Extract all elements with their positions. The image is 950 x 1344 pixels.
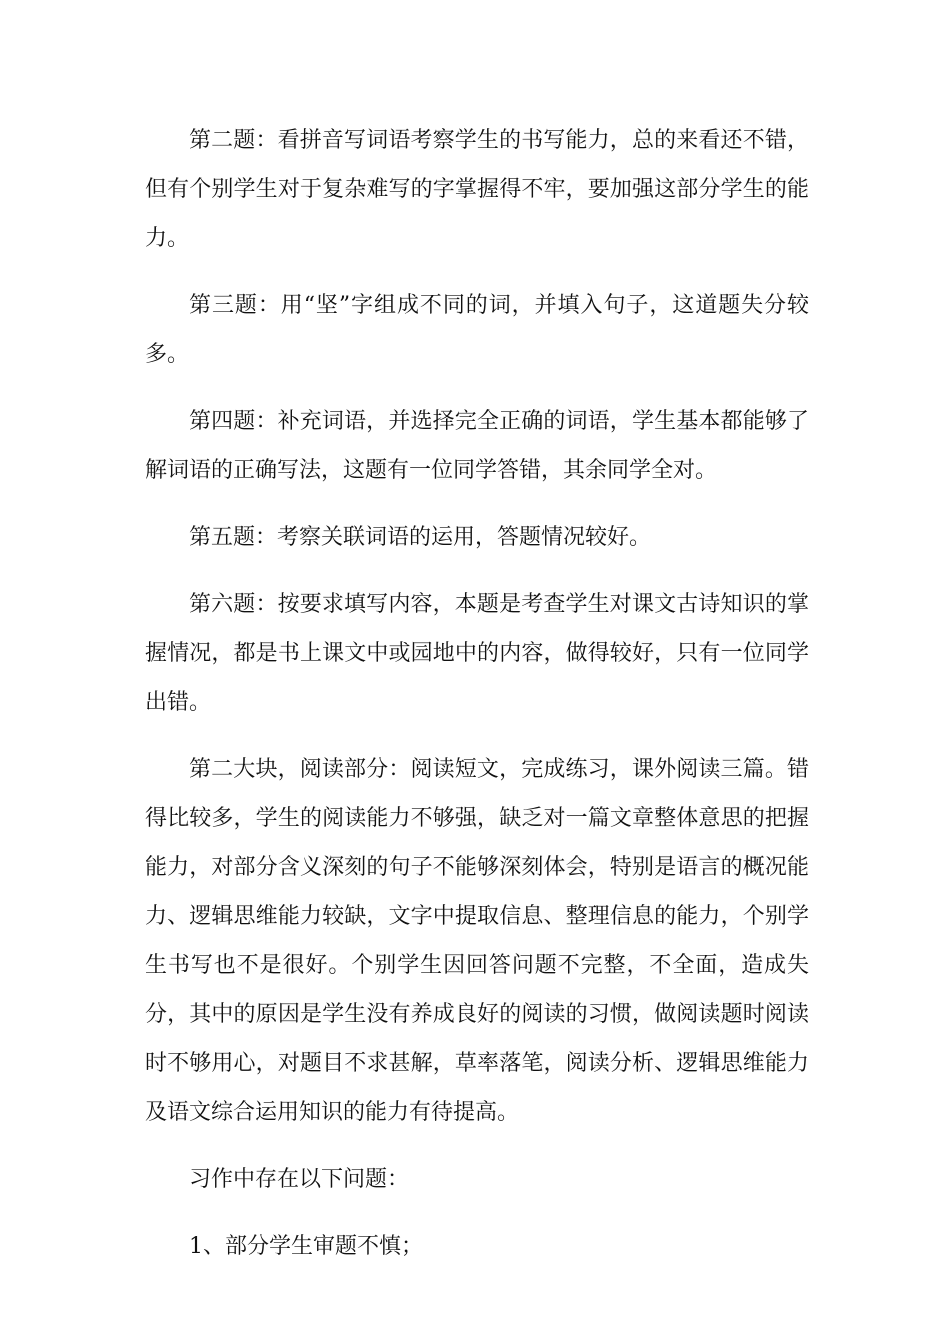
paragraph-writing-issue-1: 1、部分学生审题不慎； — [189, 1234, 423, 1259]
document-body — [145, 116, 809, 1289]
paragraph-question-3: 第三题：用“坚”字组成不同的词，并填入句子，这道题失分较多。 — [145, 293, 809, 367]
paragraph-reading-section: 第二大块，阅读部分：阅读短文，完成练习，课外阅读三篇。错得比较多，学生的阅读能力不够强，缺乏对一篇文章整体意思的把握能力，对部分含义深刻的句子不能够深刻体会，特别是语言的概况能力、逻辑思维能力较缺，文字中提取信息、整理信息的能力，个别学生书写也不是很好。个别学生因回答问题不完整，不全面，造成失分，其中的原因是学生没有养成良好的阅读的习惯，做阅读题时阅读时不够用心，对题目不求甚解，草率落笔，阅读分析、逻辑思维能力及语文综合运用知识的能力有待提高。 — [145, 757, 809, 1125]
paragraph-question-4: 第四题：补充词语，并选择完全正确的词语，学生基本都能够了解词语的正确写法，这题有一位同学答错，其余同学全对。 — [145, 409, 809, 483]
paragraph-question-5: 第五题：考察关联词语的运用，答题情况较好。 — [189, 525, 652, 550]
paragraph-question-2: 第二题：看拼音写词语考察学生的书写能力，总的来看还不错，但有个别学生对于复杂难写的字掌握得不牢，要加强这部分学生的能力。 — [145, 128, 809, 251]
paragraph-question-6: 第六题：按要求填写内容，本题是考查学生对课文古诗知识的掌握情况，都是书上课文中或园地中的内容，做得较好，只有一位同学出错。 — [145, 592, 809, 715]
paragraph-writing-issues-heading: 习作中存在以下问题： — [189, 1167, 410, 1192]
